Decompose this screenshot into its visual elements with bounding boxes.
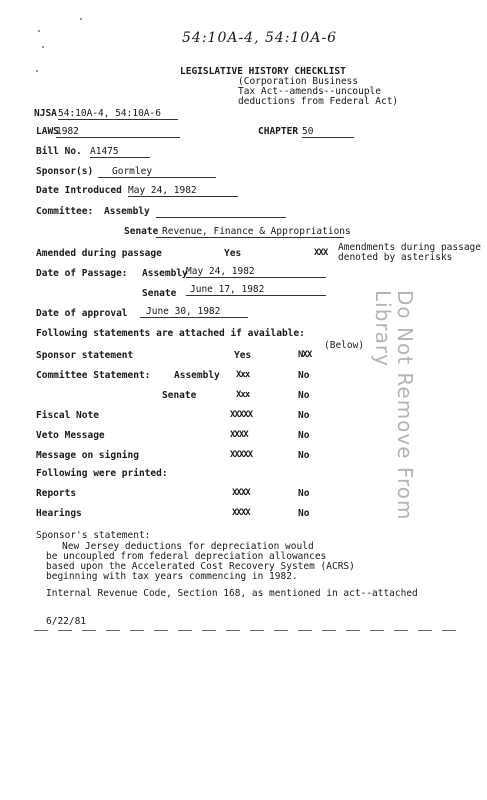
- sponsor-statement-line-2: be uncoupled from federal depreciation allowances: [46, 551, 327, 562]
- approval-value: June 30, 1982: [140, 306, 248, 318]
- amended-label: Amended during passage: [36, 248, 162, 259]
- fiscal-note-label: Fiscal Note: [36, 410, 99, 421]
- footer-date: 6/22/81: [46, 616, 87, 627]
- committee-senate-value: Revenue, Finance & Appropriations: [156, 226, 344, 238]
- reports-yes: XXXX: [232, 488, 250, 498]
- hearings-no: No: [298, 508, 310, 519]
- bill-label: Bill No.: [36, 146, 82, 157]
- passage-label: Date of Passage:: [36, 268, 128, 279]
- sponsor-value: Gormley: [98, 166, 216, 178]
- committee-statement-senate-no: No: [298, 390, 310, 401]
- amended-yes: Yes: [224, 248, 242, 259]
- njsa-value: 54:10A-4, 54:10A-6: [58, 108, 178, 120]
- document-title: LEGISLATIVE HISTORY CHECKLIST: [180, 66, 346, 77]
- laws-value: 1982: [56, 126, 180, 138]
- reports-no: No: [298, 488, 310, 499]
- title-line-4: deductions from Federal Act): [238, 96, 399, 107]
- veto-message-label: Veto Message: [36, 430, 105, 441]
- chapter-label: CHAPTER: [258, 126, 299, 137]
- library-stamp: Do Not Remove From Library: [371, 290, 417, 521]
- committee-statement-senate-label: Senate: [162, 390, 197, 401]
- printed-heading: Following were printed:: [36, 468, 168, 479]
- passage-assembly-value: May 24, 1982: [186, 266, 326, 278]
- reports-label: Reports: [36, 488, 77, 499]
- committee-statement-label: Committee Statement:: [36, 370, 151, 381]
- hearings-yes: XXXX: [232, 508, 250, 518]
- committee-assembly-label: Assembly: [104, 206, 150, 217]
- veto-message-no: No: [298, 430, 310, 441]
- amended-no-struck: XXX: [314, 248, 328, 258]
- committee-label: Committee:: [36, 206, 94, 217]
- committee-statement-assembly-label: Assembly: [174, 370, 220, 381]
- committee-statement-assembly-no: No: [298, 370, 310, 381]
- njsa-label: NJSA: [34, 108, 57, 119]
- passage-senate-value: June 17, 1982: [186, 284, 326, 296]
- sponsor-statement-line-1: New Jersey deductions for depreciation would: [62, 541, 314, 552]
- dashed-divider: [34, 630, 474, 632]
- sponsor-statement-line-4: beginning with tax years commencing in 1982.: [46, 571, 298, 582]
- title-line-2: (Corporation Business: [238, 76, 359, 87]
- approval-label: Date of approval: [36, 308, 128, 319]
- sponsor-statement-note: (Below): [324, 340, 365, 351]
- sponsor-statement-line-3: based upon the Accelerated Cost Recovery System (ACRS): [46, 561, 355, 572]
- date-introduced-label: Date Introduced: [36, 185, 122, 196]
- chapter-value: 50: [302, 126, 354, 138]
- sponsor-statement-yes: Yes: [234, 350, 252, 361]
- sponsor-statement-no: NXX: [298, 350, 312, 360]
- sponsor-statement-line-5: Internal Revenue Code, Section 168, as mentioned in act--attached: [46, 588, 418, 599]
- committee-senate-label: Senate: [124, 226, 159, 237]
- passage-senate-label: Senate: [142, 288, 177, 299]
- sponsor-statement-heading: Sponsor's statement:: [36, 530, 151, 541]
- message-on-signing-no: No: [298, 450, 310, 461]
- date-introduced-value: May 24, 1982: [128, 185, 238, 197]
- hearings-label: Hearings: [36, 508, 82, 519]
- committee-assembly-line: [156, 206, 286, 218]
- sponsor-label: Sponsor(s): [36, 166, 94, 177]
- committee-statement-senate-yes: Xxx: [236, 390, 250, 400]
- amended-note-line2: denoted by asterisks: [338, 252, 453, 263]
- handwritten-statute-numbers: 54:10A-4, 54:10A-6: [182, 30, 338, 46]
- veto-message-yes: XXXX: [230, 430, 248, 440]
- committee-statement-assembly-yes: Xxx: [236, 370, 250, 380]
- bill-value: A1475: [90, 146, 150, 158]
- attached-heading: Following statements are attached if available:: [36, 328, 305, 339]
- passage-assembly-label: Assembly: [142, 268, 188, 279]
- message-on-signing-yes: XXXXX: [230, 450, 253, 460]
- message-on-signing-label: Message on signing: [36, 450, 139, 461]
- sponsor-statement-label: Sponsor statement: [36, 350, 134, 361]
- title-line-3: Tax Act--amends--uncouple: [238, 86, 381, 97]
- laws-label: LAWS: [36, 126, 59, 137]
- amended-note-line1: Amendments during passage: [338, 242, 481, 253]
- fiscal-note-yes: XXXXX: [230, 410, 253, 420]
- fiscal-note-no: No: [298, 410, 310, 421]
